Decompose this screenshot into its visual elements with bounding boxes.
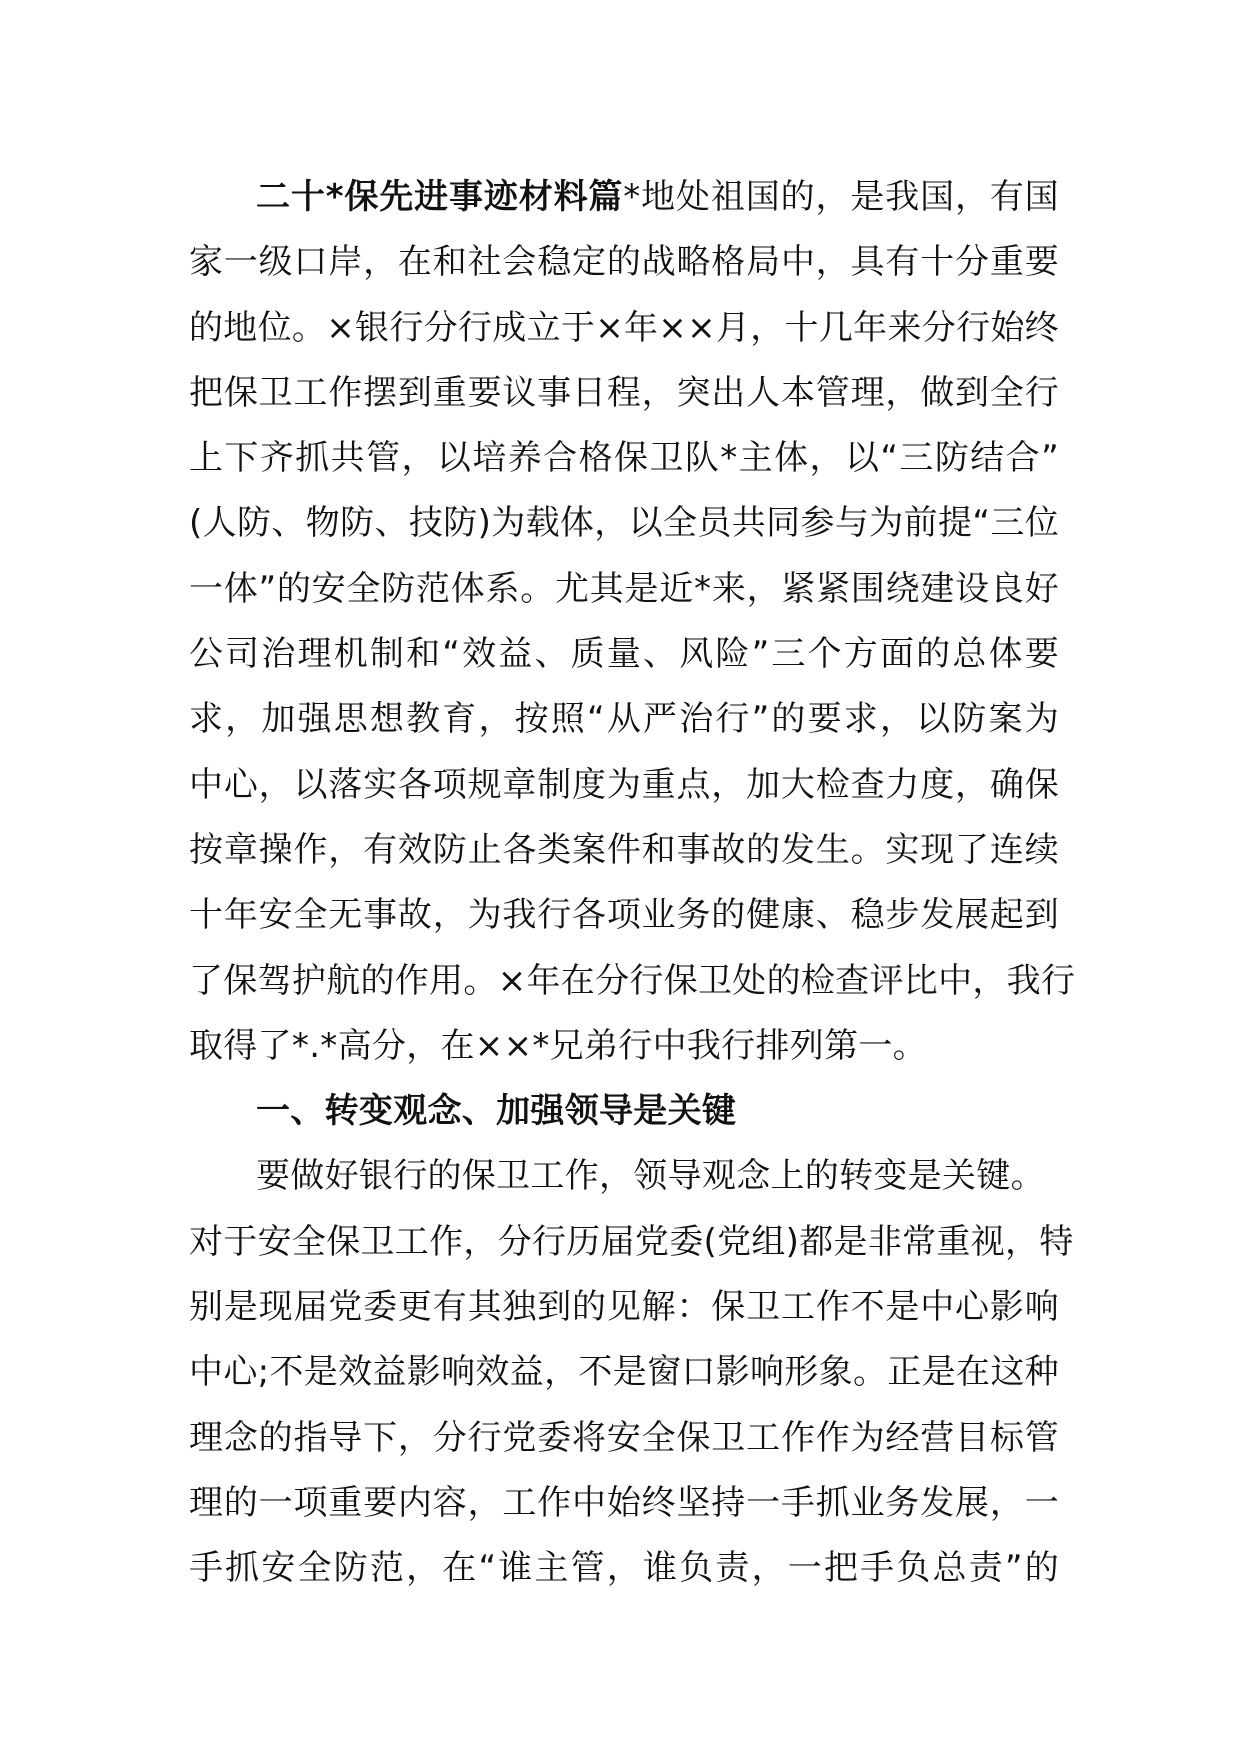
paragraph-1-line: 按章操作，有效防止各类案件和事故的发生。实现了连续	[189, 829, 1059, 870]
section-1-line: 别是现届党委更有其独到的见解：保卫工作不是中心影响	[189, 1287, 1059, 1328]
section-1-heading: 一、转变观念、加强领导是关键	[256, 1091, 737, 1132]
paragraph-1-line: 中心，以落实各项规章制度为重点，加大检查力度，确保	[189, 764, 1059, 805]
section-1-line: 理念的指导下，分行党委将安全保卫工作作为经营目标管	[189, 1417, 1059, 1458]
section-1-line: 手抓安全防范，在“谁主管，谁负责，一把手负总责”的	[189, 1548, 1059, 1589]
paragraph-1-line: (人防、物防、技防)为载体，以全员共同参与为前提“三位	[189, 503, 1059, 544]
paragraph-1-line-1-text: *地处祖国的，是我国，有国	[623, 177, 1059, 217]
section-1-line: 理的一项重要内容，工作中始终坚持一手抓业务发展，一	[189, 1482, 1059, 1523]
paragraph-1-line: 十年安全无事故，为我行各项业务的健康、稳步发展起到	[189, 895, 1059, 936]
section-1-line: 中心;不是效益影响效益，不是窗口影响形象。正是在这种	[189, 1352, 1059, 1393]
paragraph-1-line: 公司治理机制和“效益、质量、风险”三个方面的总体要	[189, 634, 1059, 675]
paragraph-1-line: 一体”的安全防范体系。尤其是近*来，紧紧围绕建设良好	[189, 568, 1059, 609]
paragraph-1-line-1	[189, 165, 1059, 230]
paragraph-1-line: 家一级口岸，在和社会稳定的战略格局中，具有十分重要	[189, 242, 1059, 283]
document-page	[189, 165, 1076, 1602]
paragraph-1-line: 把保卫工作摆到重要议事日程，突出人本管理，做到全行	[189, 372, 1059, 413]
paragraph-1-last-line: 取得了*.*高分，在××*兄弟行中我行排列第一。	[189, 1025, 927, 1066]
paragraph-1-line: 求，加强思想教育，按照“从严治行”的要求，以防案为	[189, 699, 1059, 740]
section-1-line: 对于安全保卫工作，分行历届党委(党组)都是非常重视，特	[189, 1221, 1074, 1262]
section-1-first-line: 要做好银行的保卫工作，领导观念上的转变是关键。	[256, 1156, 1045, 1197]
document-title: 二十*保先进事迹材料篇	[256, 177, 624, 217]
paragraph-1-line: 了保驾护航的作用。×年在分行保卫处的检查评比中，我行	[189, 960, 1076, 1001]
paragraph-1-line: 上下齐抓共管，以培养合格保卫队*主体，以“三防结合”	[189, 438, 1059, 479]
paragraph-1-line: 的地位。×银行分行成立于×年××月，十几年来分行始终	[189, 307, 1059, 348]
